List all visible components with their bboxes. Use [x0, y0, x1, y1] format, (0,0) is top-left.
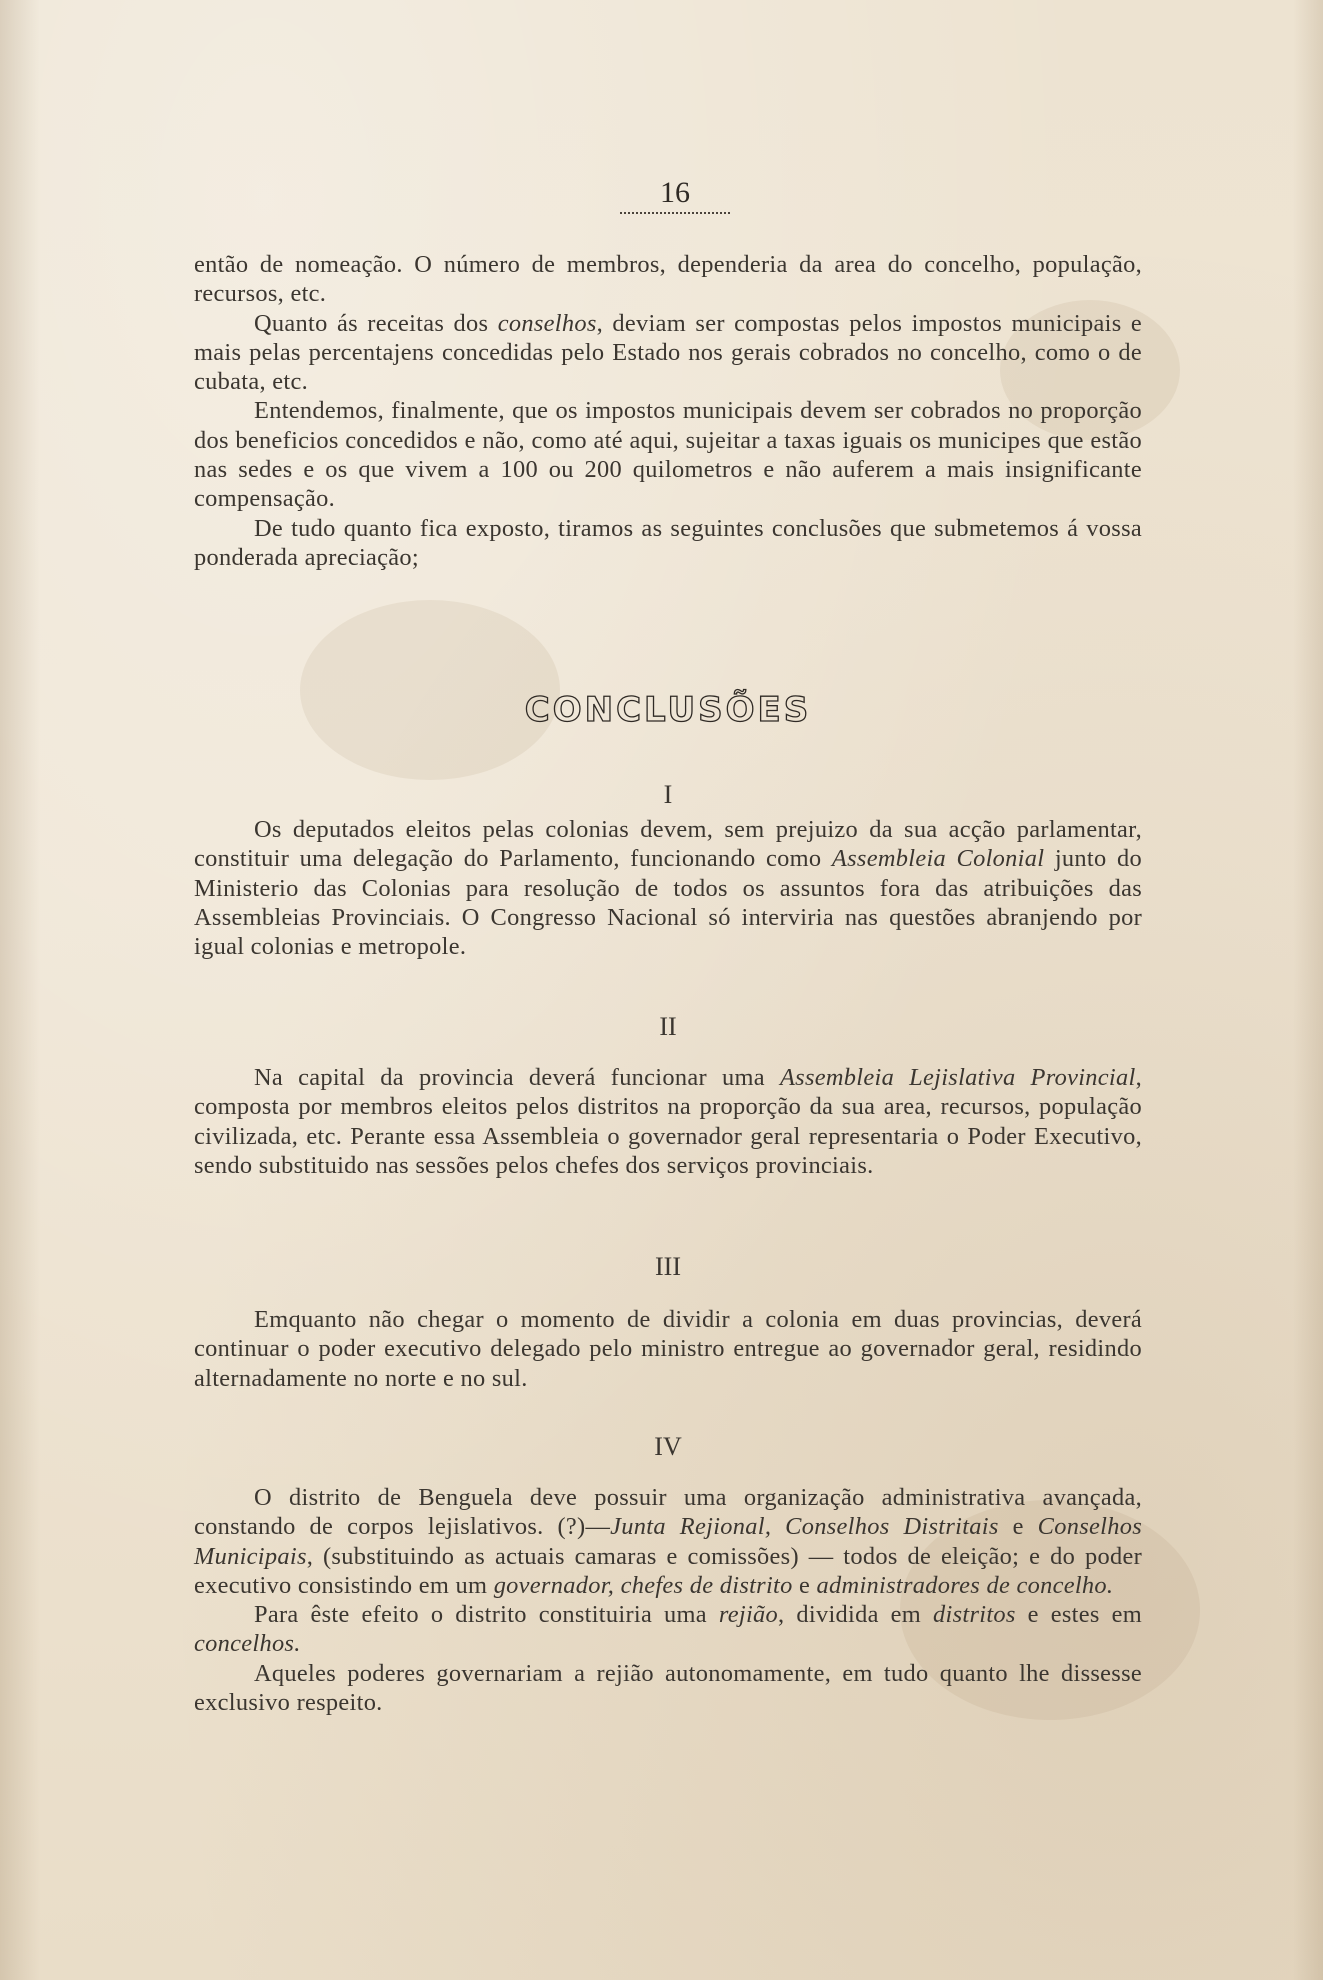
text-run: De tudo quanto fica exposto, tiramos as seguintes conclusões que submetemos á vossa ponderada apreciação; — [194, 514, 1142, 571]
paragraph — [194, 1600, 1142, 1659]
italic-text: conselhos — [497, 309, 597, 337]
section-heading: CONCLUSÕES — [524, 690, 812, 730]
text-run: Aqueles poderes governariam a rejião autonomamente, em tudo quanto lhe dissesse exclusivo respeito. — [194, 1659, 1142, 1717]
text-run: , deviam ser compostas pelos impostos municipais e mais pelas percentajens concedidas pelo Estado nos gerais cobrados no concelho, como o de cubata, etc. — [194, 309, 1142, 396]
conclusion-text — [194, 1305, 1142, 1393]
text-run: , dividida em — [778, 1601, 934, 1629]
page-number: 16 — [660, 176, 690, 209]
italic-text: distritos — [933, 1601, 1016, 1629]
italic-text: concelhos. — [194, 1630, 301, 1658]
conclusion-text — [194, 815, 1142, 961]
italic-text: Assembleia Colonial — [831, 845, 1045, 873]
italic-text: Junta Rejional, Conselhos Distritais — [610, 1513, 999, 1541]
paragraph — [194, 309, 1142, 397]
paragraph — [194, 815, 1142, 961]
text-run: Para êste efeito o distrito constituiria uma — [254, 1601, 719, 1629]
conclusion-numeral: IV — [654, 1432, 682, 1461]
paragraph — [194, 1659, 1142, 1718]
italic-text: Conselhos Municipais — [194, 1513, 1142, 1570]
text-run: e — [998, 1513, 1038, 1541]
intro-text — [194, 250, 1142, 572]
text-run: e — [792, 1571, 817, 1599]
text-run: , (substituindo as actuais camaras e comissões) — todos de eleição; e do poder executivo consistindo em um — [194, 1542, 1142, 1599]
text-run: Os deputados eleitos pelas colonias devem, sem prejuizo da sua acção parlamentar, constituir uma delegação do Parlamento, funcionando como — [194, 816, 1142, 873]
paragraph — [194, 1305, 1142, 1393]
page-number-underline — [620, 212, 730, 214]
italic-text: administradores de concelho. — [816, 1571, 1114, 1599]
paragraph — [194, 250, 1142, 309]
text-run: junto do Ministerio das Colonias para resolução de todos os assuntos fora das atribuições das Assembleias Provinciais. O Congresso Nacional só interviria nas questões abranjendo por igual colonias e metropole. — [194, 845, 1142, 961]
paragraph — [194, 514, 1142, 573]
conclusion-text — [194, 1063, 1142, 1180]
paragraph — [194, 396, 1142, 513]
text-run: O distrito de Benguela deve possuir uma organização administrativa avançada, constando de corpos lejislativos. (?)— — [194, 1484, 1142, 1541]
paragraph — [194, 1483, 1142, 1600]
italic-text: rejião — [718, 1601, 779, 1629]
text-run: Na capital da provincia deverá funcionar uma — [254, 1064, 780, 1091]
conclusion-numeral: III — [655, 1252, 681, 1281]
conclusion-numeral: II — [659, 1012, 677, 1041]
italic-text: Assembleia Lejislativa Provincial — [779, 1064, 1136, 1091]
paragraph — [194, 1063, 1142, 1180]
text-run: Emquanto não chegar o momento de dividir a colonia em duas provincias, deverá continuar o poder executivo delegado pelo ministro entregue ao governador geral, residindo alternadamente no norte e no sul. — [194, 1306, 1142, 1392]
text-run: Entendemos, finalmente, que os impostos municipais devem ser cobrados no proporção dos beneficios concedidos e não, como até aqui, sujeitar a taxas iguais os municipes que estão nas sedes e os que vivem a 100 ou 200 quilometros e não auferem a mais insignificante compensação. — [194, 397, 1142, 513]
text-run: então de nomeação. O número de membros, dependeria da area do concelho, população, recursos, etc. — [194, 251, 1142, 308]
text-run: e estes em — [1015, 1601, 1142, 1629]
text-run: Quanto ás receitas dos — [254, 309, 498, 337]
conclusion-text — [194, 1483, 1142, 1717]
conclusion-numeral: I — [663, 780, 673, 809]
text-run: , composta por membros eleitos pelos distritos na proporção da sua area, recursos, população civilizada, etc. Perante essa Assembleia o governador geral representaria o Poder Executivo, sendo substituido nas sessões pelos chefes dos serviços provinciais. — [194, 1064, 1142, 1179]
italic-text: governador, chefes de distrito — [493, 1571, 793, 1599]
